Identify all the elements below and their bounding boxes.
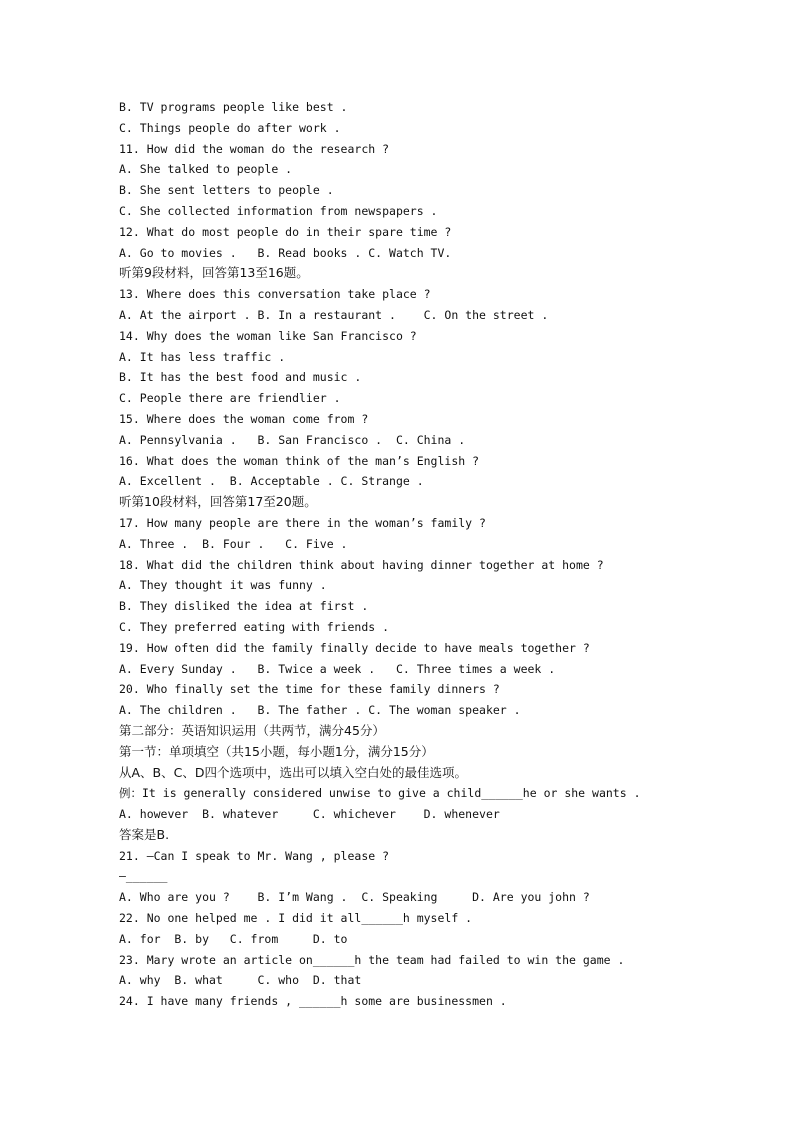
question-line: 19. How often did the family finally decide to have meals together ? (119, 640, 590, 655)
option-line: A. why B. what C. who D. that (119, 973, 362, 988)
question-line: 16. What does the woman think of the man’s English ? (119, 453, 480, 468)
option-line: A. She talked to people . (119, 162, 293, 177)
part-heading: 第二部分：英语知识运用（共两节，满分45分） (119, 722, 385, 738)
question-line: 13. Where does this conversation take place ? (119, 287, 431, 302)
option-line: C. They preferred eating with friends . (119, 619, 390, 634)
option-line: A. Excellent . B. Acceptable . C. Strange . (119, 474, 424, 489)
option-line: C. She collected information from newspapers . (119, 203, 438, 218)
example-line: 例：It is generally considered unwise to give a child______he or she wants . (119, 786, 641, 801)
option-line: B. It has the best food and music . (119, 370, 362, 385)
question-line: 18. What did the children think about having dinner together at home ? (119, 557, 604, 572)
question-line: 23. Mary wrote an article on______h the team had failed to win the game . (119, 952, 625, 967)
option-line: A. Go to movies . B. Read books . C. Watch TV. (119, 245, 452, 260)
question-line: 24. I have many friends , ______h some are businessmen . (119, 994, 507, 1009)
question-line: 20. Who finally set the time for these family dinners ? (119, 682, 500, 697)
section-instruction: 听第9段材料，回答第13至16题。 (119, 265, 309, 281)
example-answer: 答案是B. (119, 826, 170, 842)
document-page (119, 97, 759, 1012)
option-line: C. People there are friendlier . (119, 391, 341, 406)
question-line: 17. How many people are there in the woman’s family ? (119, 515, 486, 530)
option-line: A. Every Sunday . B. Twice a week . C. Three times a week . (119, 661, 556, 676)
option-line: A. The children . B. The father . C. The woman speaker . (119, 703, 521, 718)
option-line: A. however B. whatever C. whichever D. whenever (119, 807, 500, 822)
option-line: A. Who are you ? B. I’m Wang . C. Speaking D. Are you john ? (119, 890, 590, 905)
section-instruction: 从A、B、C、D四个选项中，选出可以填入空白处的最佳选项。 (119, 764, 467, 780)
question-line: 11. How did the woman do the research ? (119, 141, 390, 156)
option-line: A. They thought it was funny . (119, 578, 327, 593)
question-line: 22. No one helped me . I did it all______h myself . (119, 911, 473, 926)
question-line: 21. —Can I speak to Mr. Wang , please ? (119, 848, 390, 863)
question-line: 12. What do most people do in their spare time ? (119, 224, 452, 239)
option-line: A. Three . B. Four . C. Five . (119, 536, 348, 551)
question-line: —______ (119, 869, 168, 884)
option-line: A. for B. by C. from D. to (119, 931, 348, 946)
option-line: A. It has less traffic . (119, 349, 286, 364)
text-line: C. Things people do after work . (119, 120, 341, 135)
option-line: B. They disliked the idea at first . (119, 599, 369, 614)
option-line: B. She sent letters to people . (119, 183, 334, 198)
text-line: B. TV programs people like best . (119, 100, 348, 114)
option-line: A. Pennsylvania . B. San Francisco . C. China . (119, 432, 466, 447)
question-line: 15. Where does the woman come from ? (119, 411, 369, 426)
question-line: 14. Why does the woman like San Francisco ? (119, 328, 417, 343)
section-heading: 第一节：单项填空（共15小题，每小题1分，满分15分） (119, 743, 434, 759)
section-instruction: 听第10段材料，回答第17至20题。 (119, 494, 317, 510)
option-line: A. At the airport . B. In a restaurant . C. On the street . (119, 307, 549, 322)
